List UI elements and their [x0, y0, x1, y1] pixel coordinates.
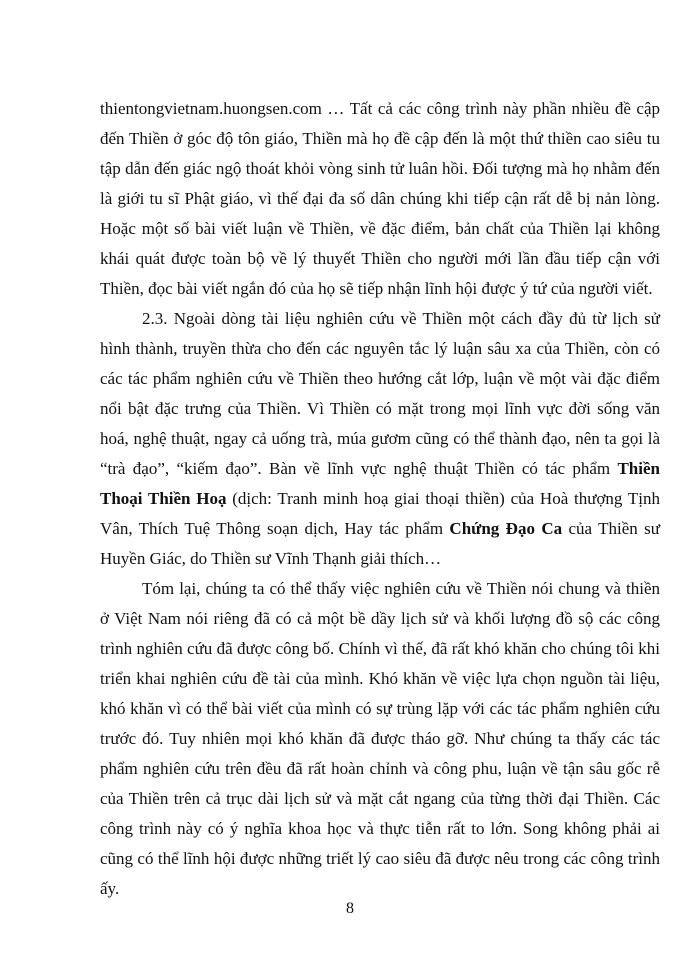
page-number: 8	[346, 900, 354, 917]
document-body	[100, 94, 660, 904]
text-run: (dịch: Tranh minh hoạ giai thoại thiền) của Hoà thượng Tịnh Vân, Thích Tuệ Thông soạn dịch, Hay tác phẩm	[100, 489, 660, 538]
text-run: của Thiền sư Huyền Giác, do Thiền sư Vĩnh Thạnh giải thích…	[100, 519, 660, 568]
paragraph-continuation	[100, 94, 660, 304]
bold-work-title: Thiền Thoại Thiền Hoạ	[100, 459, 660, 508]
text-run: Tóm lại, chúng ta có thể thấy việc nghiên cứu về Thiền nói chung và thiền ở Việt Nam nói riêng đã có cả một bề dầy lịch sử và khối lượng đồ sộ các công trình nghiên cứu đã được công bố. Chính vì thế, đã rất khó khăn cho chúng tôi khi triển khai nghiên cứu đề tài của mình. Khó khăn về việc lựa chọn nguồn tài liệu, khó khăn vì có thể bài viết của mình có sự trùng lặp với các tác phẩm nghiên cứu trước đó. Tuy nhiên mọi khó khăn đã được tháo gỡ. Như chúng ta thấy các tác phẩm nghiên cứu trên đều đã rất hoàn chỉnh và công phu, luận về tận sâu gốc rễ của Thiền trên cả trục dài lịch sử và mặt cắt ngang của từng thời đại Thiền. Các công trình này có ý nghĩa khoa học và thực tiễn rất to lớn. Song không phải ai cũng có thể lĩnh hội được những triết lý cao siêu đã được nêu trong các công trình ấy.	[100, 579, 660, 898]
text-run: thientongvietnam.huongsen.com … Tất cả các công trình này phần nhiều đề cập đến Thiền ở góc độ tôn giáo, Thiền mà họ đề cập đến là một thứ thiền cao siêu tu tập dẫn đến giác ngộ thoát khỏi vòng sinh tử luân hồi. Đối tượng mà họ nhằm đến là giới tu sĩ Phật giáo, vì thế đại đa số dân chúng khi tiếp cận rất dễ bị nản lòng. Hoặc một số bài viết luận về Thiền, về đặc điểm, bản chất của Thiền lại không khái quát được toàn bộ về lý thuyết Thiền cho người mới lần đầu tiếp cận với Thiền, đọc bài viết ngắn đó của họ sẽ tiếp nhận lĩnh hội được ý tứ của người viết.	[100, 99, 660, 298]
paragraph-section-2-3	[100, 304, 660, 574]
text-run: 2.3. Ngoài dòng tài liệu nghiên cứu về Thiền một cách đầy đủ từ lịch sử hình thành, truyền thừa cho đến các nguyên tắc lý luận sâu xa của Thiền, còn có các tác phẩm nghiên cứu về Thiền theo hướng cắt lớp, luận về một vài đặc điểm nổi bật đặc trưng của Thiền. Vì Thiền có mặt trong mọi lĩnh vực đời sống văn hoá, nghệ thuật, ngay cả uống trà, múa gươm cũng có thể thành đạo, nên ta gọi là “trà đạo”, “kiếm đạo”. Bàn về lĩnh vực nghệ thuật Thiền có tác phẩm	[100, 309, 660, 478]
paragraph-summary	[100, 574, 660, 904]
bold-work-title: Chứng Đạo Ca	[449, 519, 563, 538]
